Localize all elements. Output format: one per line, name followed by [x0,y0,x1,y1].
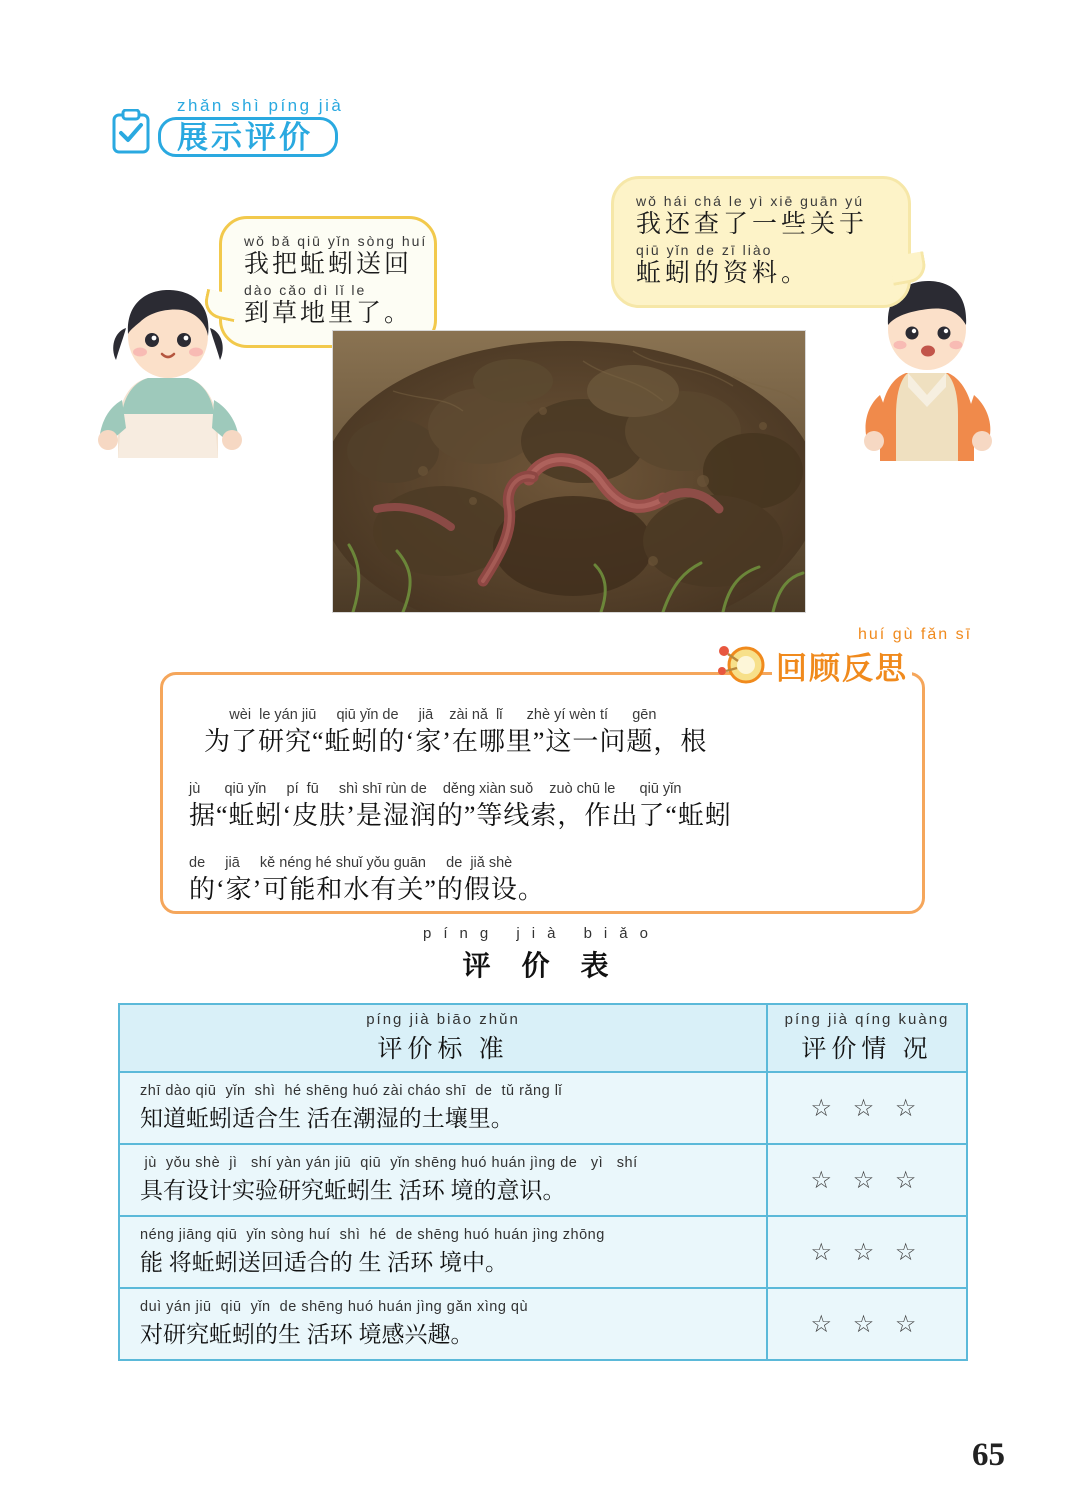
criteria-pinyin: zhī dào qiū yǐn shì hé shēng huó zài cháo shī de tǔ rǎng lǐ [140,1083,563,1099]
reflection-line [189,853,896,927]
bubble-hanzi: 我还查了一些关于 [636,211,869,238]
criteria-hanzi: 能 将蚯蚓送回适合的 生 活环 境中。 [140,1250,508,1275]
table-row [119,1072,967,1144]
rating-stars[interactable]: ☆ ☆ ☆ [767,1144,967,1216]
reflection-hanzi-line: 据“蚯蚓‘皮肤’是湿润的”等线索，作出了“蚯蚓 [189,801,732,830]
table-title-hanzi: 评 价 表 [462,951,621,982]
criteria-hanzi: 具有设计实验研究蚯蚓生 活环 境的意识。 [140,1178,566,1203]
criteria-hanzi: 对研究蚯蚓的生 活环 境感兴趣。 [140,1322,474,1347]
rating-stars[interactable]: ☆ ☆ ☆ [767,1072,967,1144]
section-title-pill [158,96,344,157]
criteria-hanzi: 知道蚯蚓适合生 活在潮湿的土壤里。 [140,1106,514,1131]
clipboard-check-icon [110,109,152,155]
column-header-criteria-hanzi: 评价标 准 [377,1036,509,1063]
evaluation-table [118,1003,968,1361]
reflection-title: 回顾反思 [776,651,908,686]
criteria-pinyin: néng jiāng qiū yǐn sòng huí shì hé de shēng huó huán jìng zhōng [140,1227,605,1243]
column-header-rating-pinyin: píng jià qíng kuàng [784,1011,950,1028]
evaluation-table-title [0,925,1083,984]
speech-bubble-boy [611,176,911,308]
bubble-line [636,193,886,240]
bubble-pinyin: qiū yǐn de zī liào [636,242,773,258]
reflection-box [160,672,925,914]
table-row [119,1216,967,1288]
reflection-badge [716,626,973,689]
section-header [110,95,344,157]
page-title: 展示评价 [177,119,313,155]
criteria-pinyin: jù yǒu shè jì shí yàn yán jiū qiū yǐn shēng huó huán jìng de yì shí [140,1155,638,1171]
criteria-cell [119,1288,767,1360]
criteria-cell [119,1216,767,1288]
criteria-pinyin: duì yán jiū qiū yǐn de shēng huó huán jìng gǎn xìng qù [140,1299,529,1315]
reflection-pinyin-line: wèi le yán jiū qiū yǐn de jiā zài nǎ lǐ zhè yí wèn tí gēn [189,707,657,723]
bubble-hanzi: 我把蚯蚓送回 [244,251,413,278]
table-row [119,1288,967,1360]
page-number: 65 [972,1437,1005,1473]
speech-bubble-girl [219,216,437,348]
reflection-hanzi-line: 为了研究“蚯蚓的‘家’在哪里”这一问题，根 [189,727,708,756]
reflection-line [189,705,896,779]
reflection-title-wrap [772,626,973,689]
bubble-line [636,242,886,289]
reflection-pinyin: huí gù fǎn sī [858,626,973,643]
bubble-pinyin: dào cǎo dì lǐ le [244,282,367,298]
earthworm-soil-photo [332,330,806,613]
tambourine-icon [716,641,768,687]
section-pinyin: zhǎn shì píng jià [177,96,344,115]
bubble-hanzi: 蚯蚓的资料。 [636,260,811,287]
table-row [119,1144,967,1216]
criteria-cell [119,1072,767,1144]
column-header-rating [767,1004,967,1072]
rating-stars[interactable]: ☆ ☆ ☆ [767,1288,967,1360]
bubble-pinyin: wǒ hái chá le yì xiē guān yú [636,193,864,209]
column-header-rating-hanzi: 评价情 况 [801,1036,933,1063]
table-header-row [119,1004,967,1072]
bubble-pinyin: wǒ bǎ qiū yǐn sòng huí [244,233,428,249]
criteria-cell [119,1144,767,1216]
bubble-line [244,233,428,280]
column-header-criteria-pinyin: píng jià biāo zhǔn [366,1011,520,1028]
rating-stars[interactable]: ☆ ☆ ☆ [767,1216,967,1288]
column-header-criteria [119,1004,767,1072]
bubble-hanzi: 到草地里了。 [244,300,413,327]
bubble-line [244,282,412,329]
photo-illustration [333,331,805,612]
reflection-line [189,779,896,853]
reflection-pinyin-line: de jiā kě néng hé shuǐ yǒu guān de jiǎ shè [189,855,513,871]
reflection-pinyin-line: jù qiū yǐn pí fū shì shī rùn de děng xiàn suǒ zuò chū le qiū yǐn [189,781,682,797]
table-title-pinyin: píng jià biǎo [423,925,660,942]
reflection-hanzi-line: 的‘家’可能和水有关”的假设。 [189,875,545,904]
